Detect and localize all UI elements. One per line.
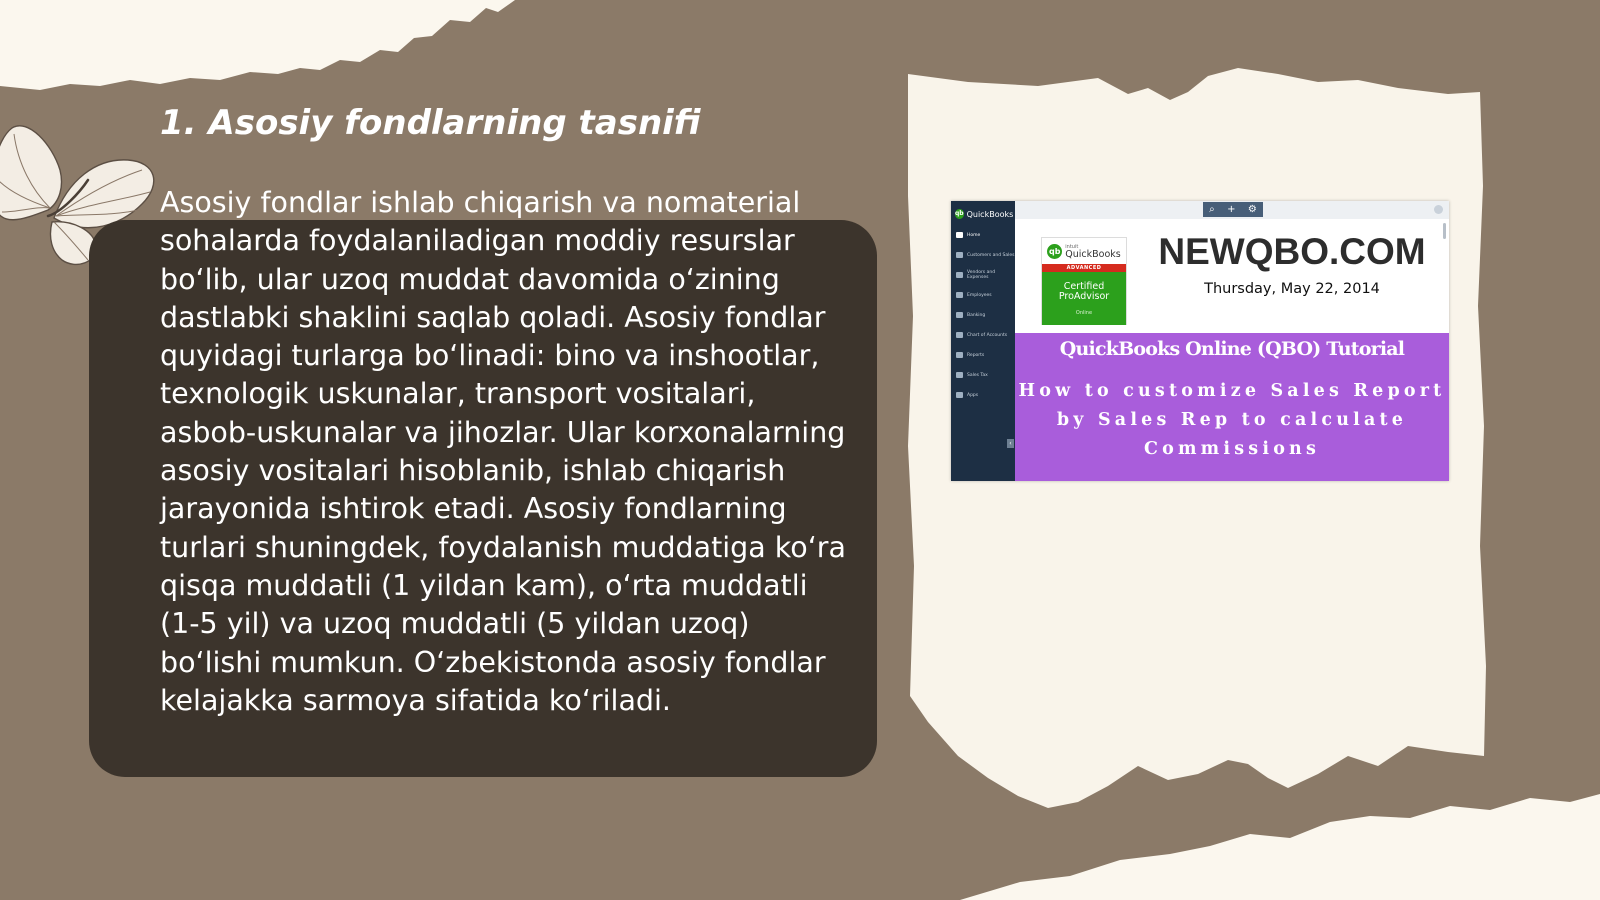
scrollbar-thumb [1443,223,1446,239]
search-icon: ⌕ [1209,204,1215,215]
badge-certification [1042,272,1126,325]
help-icon [1434,205,1443,214]
qb-sidebar-item-banking [951,305,1015,325]
qb-sidebar-item-accounts [951,325,1015,345]
home-icon [956,232,963,238]
torn-paper-top-left [0,0,560,100]
qb-sidebar-item-customers [951,245,1015,265]
proadvisor-badge [1041,237,1127,325]
badge-cert-line1: Certified [1063,281,1105,292]
qb-sidebar-label: Customers and Sales [967,252,1015,258]
qb-topbar [1015,201,1449,219]
qb-sidebar-label: Reports [967,352,985,358]
badge-header [1042,238,1126,264]
post-date: Thursday, May 22, 2014 [1204,281,1380,297]
badge-brand [1065,243,1120,259]
qb-sidebar-item-sales-tax [951,365,1015,385]
qb-sidebar [951,201,1015,481]
qb-sidebar-label: Home [967,232,981,238]
tutorial-thumbnail [951,201,1449,481]
sales-tax-icon [956,372,963,378]
qb-sidebar-item-vendors [951,265,1015,285]
qb-sidebar-item-reports [951,345,1015,365]
badge-year: Online [1075,310,1093,316]
site-name: NEWQBO.COM [1158,231,1426,272]
badge-cert-line2: ProAdvisor [1058,291,1110,302]
qb-sidebar-item-home [951,225,1015,245]
employees-icon [956,292,963,298]
qb-toolbar [1203,202,1263,217]
body-text: Asosiy fondlar ishlab chiqarish va nomaterial sohalarda foydalaniladigan moddiy resurslar bo‘lib, ular uzoq muddat davomida o‘zining dastlabki shaklini saqlab qoladi. Asosiy fondlar quyidagi turlarga bo‘linadi: bino va inshootlar, texnologik uskunalar, transport vositalari, asbob-uskunalar va jihozlar. Ular korxonalarning asosiy vositalari hisoblanib, ishlab chiqarish jarayonida ishtirok etadi. Asosiy fondlarning turlari shuningdek, foydalanish muddatiga ko‘ra qisqa muddatli (1 yildan kam), o‘rta muddatli (1-5 yil) va uzoq muddatli (5 yildan uzoq) bo‘lishi mumkun. O‘zbekistonda asosiy fondlar kelajakka sarmoya sifatida ko‘riladi. [160,186,846,717]
qb-sidebar-label: Apps [967,392,979,398]
badge-brand-small: intuit [1065,244,1079,250]
badge-brand-name: QuickBooks [1065,249,1121,260]
tutorial-title: QuickBooks Online (QBO) Tutorial [1059,338,1405,360]
gear-icon: ⚙ [1247,204,1257,215]
qb-sidebar-label: Sales Tax [967,372,988,378]
slide-title: 1. Asosiy fondlarning tasnifi [160,103,701,143]
qb-brand-label: QuickBooks [966,209,1014,219]
badge-level: ADVANCED [1042,264,1126,272]
qb-sidebar-item-employees [951,285,1015,305]
qb-sidebar-label: Employees [967,292,992,298]
customers-icon [956,252,963,258]
plus-icon: + [1227,204,1236,215]
tutorial-banner [1015,333,1449,481]
vendors-icon [956,272,963,278]
reports-icon [956,352,963,358]
tutorial-subtitle: How to customize Sales Report by Sales Rep to calculate Commissions [1018,381,1446,459]
banking-icon [956,312,963,318]
qb-logo-icon: qb [955,210,964,217]
collapse-chevron-icon: ‹ [1007,439,1014,448]
apps-icon [956,392,963,398]
accounts-icon [956,332,963,338]
qb-sidebar-label: Banking [967,312,986,318]
qb-sidebar-label: Vendors and Expenses [967,270,996,280]
qb-sidebar-brand [951,201,1015,225]
qb-sidebar-label: Chart of Accounts [967,332,1008,338]
qb-sidebar-item-apps [951,385,1015,405]
qb-logo-icon: qb [1047,244,1062,259]
